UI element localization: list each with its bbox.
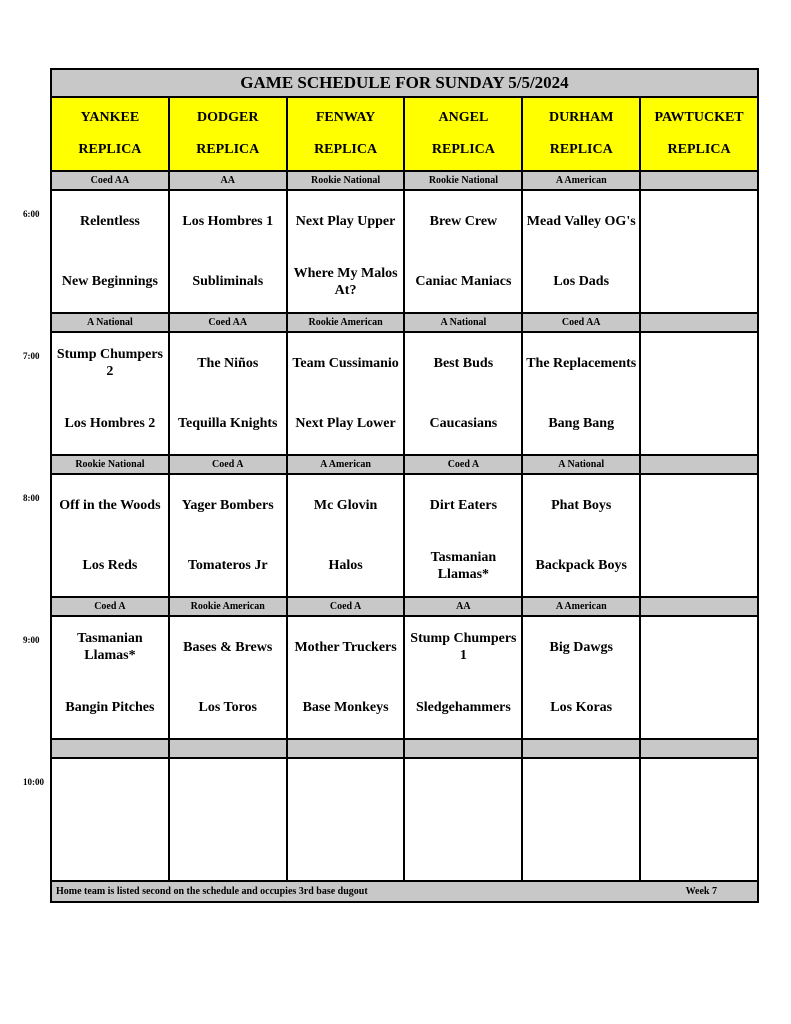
- game-row: [52, 333, 757, 456]
- game-cell: [288, 333, 406, 454]
- division-label: A National: [523, 456, 641, 473]
- game-cell: [288, 759, 406, 880]
- home-team-note: Home team is listed second on the schedule and occupies 3rd base dugout: [56, 886, 368, 897]
- game-cell: [170, 333, 288, 454]
- home-team: Backpack Boys: [535, 558, 627, 574]
- home-team: [52, 820, 168, 881]
- away-team: [641, 617, 757, 678]
- away-team: Big Dawgs: [549, 639, 613, 655]
- home-team: Where My Malos At?: [293, 265, 398, 298]
- away-team: Relentless: [79, 213, 140, 229]
- game-row: [52, 617, 757, 740]
- game-row: [52, 759, 757, 882]
- home-team: Subliminals: [192, 274, 264, 290]
- game-cell: [405, 759, 523, 880]
- division-row: [52, 314, 757, 333]
- home-team: Sledgehammers: [415, 700, 511, 716]
- away-team: [641, 191, 757, 252]
- home-team: [405, 820, 521, 881]
- game-cell: [52, 333, 170, 454]
- division-label: [523, 740, 641, 757]
- division-label: [641, 598, 757, 615]
- division-label: AA: [405, 598, 523, 615]
- division-label: [288, 740, 406, 757]
- time-label: 7:00: [23, 351, 40, 361]
- field-name: FENWAY: [315, 110, 376, 125]
- field-subtitle: REPLICA: [549, 142, 613, 157]
- away-team: Next Play Upper: [295, 213, 396, 229]
- field-header-fenway: [288, 98, 406, 170]
- game-cell: [288, 617, 406, 738]
- division-label: [405, 740, 523, 757]
- division-label: Coed A: [170, 456, 288, 473]
- field-header-angel: [405, 98, 523, 170]
- away-team: Mead Valley OG's: [526, 213, 636, 229]
- away-team: Yager Bombers: [181, 497, 274, 513]
- field-name: PAWTUCKET: [654, 110, 744, 125]
- division-label: Coed AA: [523, 314, 641, 331]
- game-cell: [52, 759, 170, 880]
- home-team: Los Koras: [550, 700, 613, 716]
- game-cell: [170, 617, 288, 738]
- time-label: 6:00: [23, 209, 40, 219]
- field-name: DURHAM: [548, 110, 614, 125]
- home-team: [641, 252, 757, 313]
- away-team: [641, 759, 757, 820]
- division-label: Coed AA: [52, 172, 170, 189]
- game-cell: [170, 475, 288, 596]
- away-team: Tasmanian Llamas*: [77, 631, 143, 664]
- game-cell: [405, 475, 523, 596]
- division-row: [52, 172, 757, 191]
- division-label: [641, 314, 757, 331]
- game-cell: [523, 759, 641, 880]
- away-team: The Replacements: [526, 355, 637, 371]
- away-team: Bases & Brews: [183, 639, 273, 655]
- home-team: [641, 394, 757, 455]
- home-team: [641, 820, 757, 881]
- division-row: [52, 456, 757, 475]
- home-team: Los Hombres 2: [64, 416, 156, 432]
- away-team: Los Hombres 1: [182, 213, 274, 229]
- away-team: Mc Glovin: [313, 497, 378, 513]
- game-cell: [52, 617, 170, 738]
- week-label: Week 7: [685, 886, 717, 897]
- away-team: Brew Crew: [429, 213, 498, 229]
- game-cell: [405, 333, 523, 454]
- division-label: A National: [52, 314, 170, 331]
- division-row: [52, 598, 757, 617]
- home-team: [288, 820, 404, 881]
- division-label: Coed AA: [170, 314, 288, 331]
- home-team: Los Reds: [82, 558, 138, 574]
- game-cell: [405, 617, 523, 738]
- division-label: Rookie American: [288, 314, 406, 331]
- division-label: A American: [523, 172, 641, 189]
- home-team: Tasmanian Llamas*: [430, 549, 497, 582]
- division-label: A American: [523, 598, 641, 615]
- field-subtitle: REPLICA: [667, 142, 731, 157]
- away-team: [288, 759, 404, 820]
- field-header-pawtucket: [641, 98, 757, 170]
- field-subtitle: REPLICA: [431, 142, 495, 157]
- field-subtitle: REPLICA: [314, 142, 378, 157]
- time-label: 9:00: [23, 635, 40, 645]
- division-label: A American: [288, 456, 406, 473]
- game-cell: [523, 333, 641, 454]
- field-subtitle: REPLICA: [196, 142, 260, 157]
- game-cell: [52, 191, 170, 312]
- division-label: [170, 740, 288, 757]
- game-cell: [641, 475, 757, 596]
- away-team: The Niños: [197, 355, 259, 371]
- away-team: Stump Chumpers 2: [56, 347, 164, 380]
- home-team: [523, 820, 639, 881]
- field-header-row: [52, 98, 757, 172]
- away-team: Dirt Eaters: [429, 497, 498, 513]
- division-label: Coed A: [52, 598, 170, 615]
- away-team: Phat Boys: [551, 497, 612, 513]
- game-row: [52, 191, 757, 314]
- field-subtitle: REPLICA: [78, 142, 142, 157]
- division-label: Coed A: [405, 456, 523, 473]
- away-team: Mother Truckers: [294, 639, 397, 655]
- division-label: Rookie National: [405, 172, 523, 189]
- away-team: [405, 759, 521, 820]
- home-team: [641, 678, 757, 739]
- home-team: Caucasians: [429, 416, 498, 432]
- game-cell: [523, 475, 641, 596]
- home-team: Bangin Pitches: [65, 700, 155, 716]
- home-team: Tomateros Jr: [187, 558, 268, 574]
- home-team: Next Play Lower: [295, 416, 396, 432]
- field-header-durham: [523, 98, 641, 170]
- game-cell: [641, 759, 757, 880]
- home-team: Base Monkeys: [302, 700, 389, 716]
- home-team: New Beginnings: [61, 274, 158, 290]
- division-label: Rookie American: [170, 598, 288, 615]
- game-cell: [288, 191, 406, 312]
- home-team: Los Toros: [198, 700, 257, 716]
- away-team: [641, 333, 757, 394]
- division-label: Rookie National: [288, 172, 406, 189]
- away-team: [170, 759, 286, 820]
- away-team: [523, 759, 639, 820]
- schedule-table: [50, 68, 759, 903]
- division-label: Rookie National: [52, 456, 170, 473]
- away-team: Best Buds: [433, 355, 494, 371]
- home-team: Halos: [328, 558, 363, 574]
- time-slots: [52, 172, 757, 882]
- away-team: Off in the Woods: [59, 497, 161, 513]
- home-team: Bang Bang: [548, 416, 615, 432]
- time-label: 10:00: [23, 777, 44, 787]
- game-cell: [405, 191, 523, 312]
- division-label: [641, 456, 757, 473]
- division-label: [641, 172, 757, 189]
- field-header-yankee: [52, 98, 170, 170]
- game-cell: [288, 475, 406, 596]
- game-cell: [52, 475, 170, 596]
- away-team: [641, 475, 757, 536]
- division-label: [52, 740, 170, 757]
- away-team: Team Cussimanio: [292, 355, 399, 371]
- division-label: Coed A: [288, 598, 406, 615]
- division-label: AA: [170, 172, 288, 189]
- schedule-title: GAME SCHEDULE FOR SUNDAY 5/5/2024: [52, 70, 757, 98]
- home-team: [641, 536, 757, 597]
- home-team: Tequilla Knights: [178, 416, 278, 432]
- away-team: Stump Chumpers 1: [410, 631, 517, 664]
- game-cell: [523, 191, 641, 312]
- field-name: ANGEL: [438, 110, 489, 125]
- field-name: YANKEE: [80, 110, 140, 125]
- division-label: [641, 740, 757, 757]
- game-cell: [523, 617, 641, 738]
- game-cell: [170, 759, 288, 880]
- game-cell: [641, 191, 757, 312]
- home-team: Los Dads: [553, 274, 610, 290]
- home-team: Caniac Maniacs: [415, 274, 512, 290]
- field-header-dodger: [170, 98, 288, 170]
- home-team: [170, 820, 286, 881]
- time-label: 8:00: [23, 493, 40, 503]
- footer-bar: [52, 882, 757, 901]
- game-cell: [641, 333, 757, 454]
- game-cell: [170, 191, 288, 312]
- away-team: [52, 759, 168, 820]
- division-row: [52, 740, 757, 759]
- game-cell: [641, 617, 757, 738]
- field-name: DODGER: [197, 110, 259, 125]
- division-label: A National: [405, 314, 523, 331]
- game-row: [52, 475, 757, 598]
